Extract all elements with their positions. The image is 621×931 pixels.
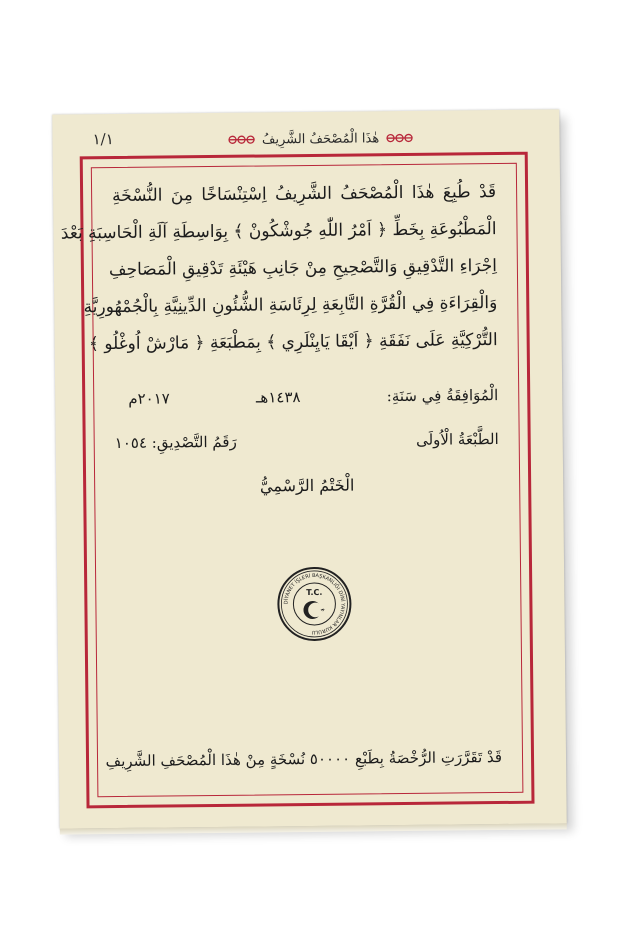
book-page <box>52 109 566 828</box>
colophon-line-5: التُّرْكِيَّةِ عَلَى نَفَقَةِ ﴿ اَيْقَا يَايِنْلَرِي ﴾ بِمَطْبَعَةِ ﴿ مَارْشْ اُوغْلُو ﴾ <box>88 330 498 355</box>
official-seal-stamp <box>276 566 353 643</box>
colophon-line-3: اِجْرَاءِ التَّدْقِيقِ وَالتَّصْحِيحِ مِنْ جَانِبِ هَيْئَةِ تَدْقِيقِ الْمَصَاحِفِ <box>108 256 497 281</box>
seal-ring-text: DİYANET İŞLERİ BAŞKANLIĞI DİNİ YAYINLAR KURULU <box>283 572 346 635</box>
edition-label: الطَّبْعَةُ الْاُولَى <box>415 430 499 449</box>
page-header <box>80 124 531 153</box>
seal-top-text: T.C. <box>306 587 323 598</box>
date-row <box>114 386 498 408</box>
page-number: ١/١ <box>92 130 114 149</box>
date-label: الْمُوَافِقَةُ فِي سَنَةِ: <box>386 386 499 406</box>
official-seal-label: الْخَتْمُ الرَّسْمِيُّ <box>259 475 355 496</box>
edition-row <box>115 430 499 452</box>
header-title: هٰذَا الْمُصْحَفُ الشَّرِيفُ <box>261 130 380 147</box>
colophon-line-2: الْمَطْبُوعَةِ بِخَطِّ ﴿ اَمْرُ اللّٰهِ جُوشْكُونْ ﴾ بِوَاسِطَةِ آلَةِ الْحَاسِبَةِ بَعْدَ <box>60 219 497 244</box>
hijri-year: ١٤٣٨هـ <box>255 388 301 407</box>
header-ornament <box>200 127 440 152</box>
inner-border-frame <box>60 163 524 797</box>
colophon-text <box>60 174 498 363</box>
ornament-right-icon <box>385 131 413 145</box>
colophon-line-4: وَالْقِرَاءَةِ فِي الْقُرَّةِ التَّابِعَةِ لِرِئَاسَةِ الشُّئُونِ الدِّينِيَّةِ بِالْجُمْهُورِيَّةِ <box>83 293 498 318</box>
approval-number: رَقَمُ التَّصْدِيقِ: ١٠٥٤ <box>114 432 237 453</box>
crescent-star-icon <box>303 601 325 619</box>
ornament-left-icon <box>228 133 256 147</box>
print-license-note: قَدْ تَقَرَّرَتِ الرُّخْصَةُ بِطَبْعِ ٥٠٠٠٠ نُسْخَةٍ مِنْ هٰذَا الْمُصْحَفِ الشَّرِيفِ <box>105 748 503 771</box>
colophon-line-1: قَدْ طُبِعَ هٰذَا الْمُصْحَفُ الشَّرِيفُ اِسْتِنْسَاخًا مِنَ النُّسْخَةِ <box>112 182 497 207</box>
red-border-frame <box>60 152 535 809</box>
gregorian-year: ٢٠١٧م <box>128 389 170 408</box>
